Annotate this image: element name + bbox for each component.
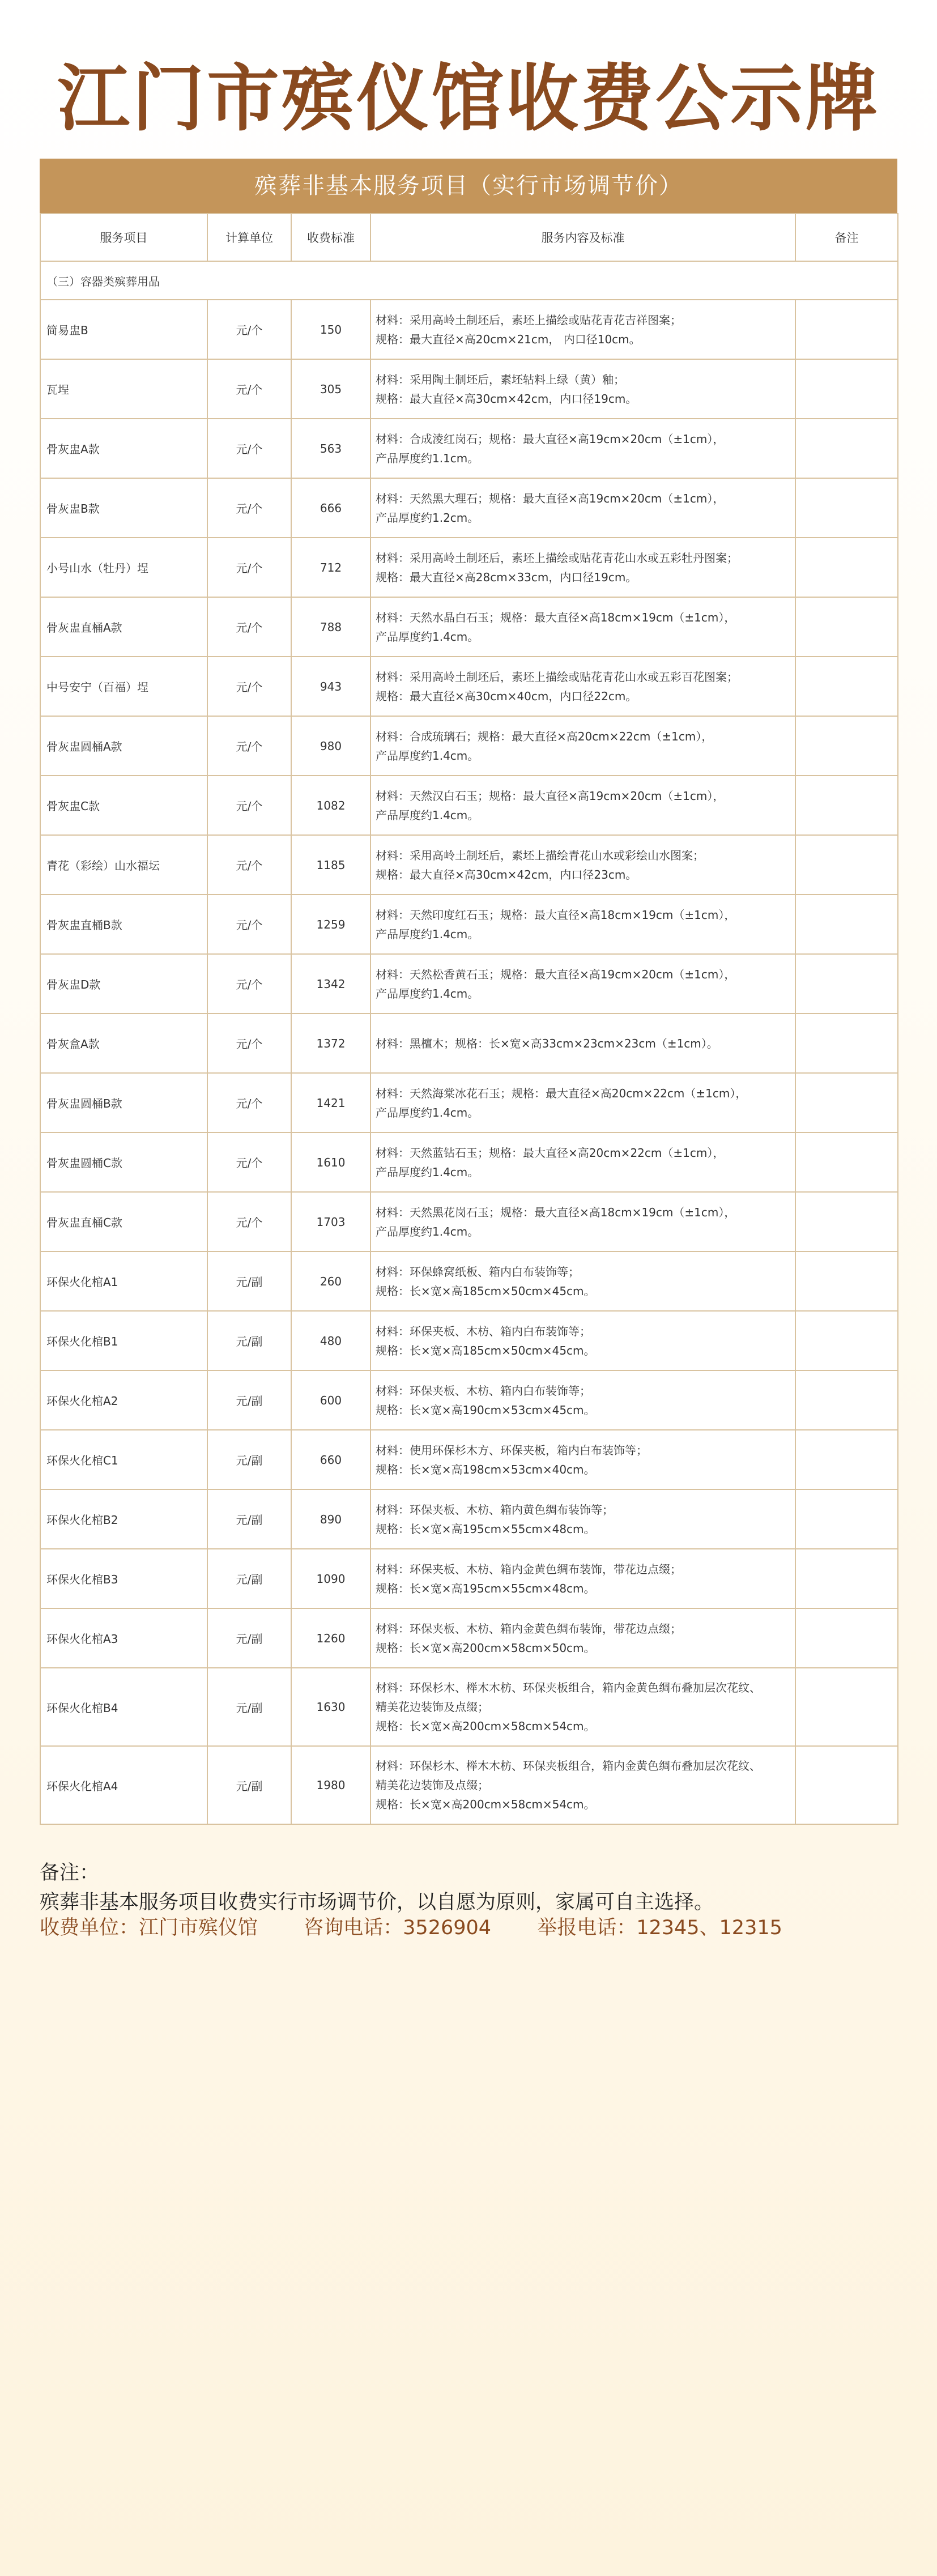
remark-cell bbox=[795, 1014, 898, 1073]
remark-cell bbox=[795, 716, 898, 776]
header-unit: 计算单位 bbox=[207, 214, 291, 261]
service-item-cell: 骨灰盅直桶A款 bbox=[40, 597, 207, 657]
content-standard-cell bbox=[370, 657, 795, 716]
content-standard-line: 规格：长×宽×高195cm×55cm×48cm。 bbox=[376, 1581, 595, 1595]
content-standard-line: 产品厚度约1.4cm。 bbox=[376, 927, 479, 941]
table-row bbox=[40, 1132, 898, 1192]
table-banner: 殡葬非基本服务项目（实行市场调节价） bbox=[40, 159, 897, 213]
content-standard-cell bbox=[370, 419, 795, 478]
header-remark: 备注 bbox=[795, 214, 898, 261]
unit-cell: 元/副 bbox=[207, 1746, 291, 1824]
table-row bbox=[40, 1370, 898, 1430]
content-standard-cell bbox=[370, 776, 795, 835]
content-standard-line: 材料：天然海棠冰花石玉；规格：最大直径×高20cm×22cm（±1cm）， bbox=[376, 1086, 747, 1100]
service-item-cell: 骨灰盅圆桶A款 bbox=[40, 716, 207, 776]
remark-cell bbox=[795, 1430, 898, 1489]
service-item-cell: 环保火化棺B1 bbox=[40, 1311, 207, 1370]
unit-cell: 元/个 bbox=[207, 1073, 291, 1132]
content-standard-line: 产品厚度约1.4cm。 bbox=[376, 1105, 479, 1119]
price-cell: 1185 bbox=[291, 835, 370, 895]
remark-cell bbox=[795, 895, 898, 954]
service-item-cell: 中号安宁（百福）埕 bbox=[40, 657, 207, 716]
content-standard-line: 产品厚度约1.2cm。 bbox=[376, 510, 479, 525]
service-item-cell: 骨灰盅圆桶B款 bbox=[40, 1073, 207, 1132]
remark-cell bbox=[795, 359, 898, 419]
remark-cell bbox=[795, 1668, 898, 1746]
remark-cell bbox=[795, 597, 898, 657]
service-item-cell: 骨灰盅直桶C款 bbox=[40, 1192, 207, 1251]
section-label: （三）容器类殡葬用品 bbox=[40, 261, 898, 300]
page-title: 江门市殡仪馆收费公示牌 bbox=[57, 57, 880, 141]
content-standard-cell bbox=[370, 300, 795, 359]
price-cell: 1610 bbox=[291, 1132, 370, 1192]
content-standard-line: 规格：长×宽×高200cm×58cm×54cm。 bbox=[376, 1719, 595, 1733]
service-item-cell: 骨灰盒A款 bbox=[40, 1014, 207, 1073]
table-row bbox=[40, 1014, 898, 1073]
content-standard-line: 材料：环保杉木、榉木木枋、环保夹板组合，箱内金黄色绸布叠加层次花纹、 bbox=[376, 1759, 761, 1773]
content-standard-line: 产品厚度约1.4cm。 bbox=[376, 629, 479, 644]
service-item-cell: 环保火化棺B3 bbox=[40, 1549, 207, 1608]
remark-cell bbox=[795, 954, 898, 1014]
price-cell: 890 bbox=[291, 1489, 370, 1549]
content-standard-line: 材料：天然蓝钻石玉；规格：最大直径×高20cm×22cm（±1cm）， bbox=[376, 1146, 725, 1160]
table-row bbox=[40, 1192, 898, 1251]
service-item-cell: 骨灰盅圆桶C款 bbox=[40, 1132, 207, 1192]
content-standard-line: 产品厚度约1.4cm。 bbox=[376, 808, 479, 822]
content-standard-line: 材料：使用环保杉木方、环保夹板，箱内白布装饰等； bbox=[376, 1443, 648, 1457]
content-standard-line: 材料：采用高岭土制坯后，素坯上描绘或贴花青花山水或五彩牡丹图案； bbox=[376, 551, 738, 565]
price-cell: 1260 bbox=[291, 1608, 370, 1668]
remark-cell bbox=[795, 538, 898, 597]
table-row bbox=[40, 1073, 898, 1132]
unit-cell: 元/副 bbox=[207, 1608, 291, 1668]
remark-cell bbox=[795, 1251, 898, 1311]
unit-cell: 元/个 bbox=[207, 478, 291, 538]
table-row bbox=[40, 1430, 898, 1489]
remark-cell bbox=[795, 1608, 898, 1668]
content-standard-cell bbox=[370, 597, 795, 657]
unit-cell: 元/个 bbox=[207, 1014, 291, 1073]
fee-table bbox=[40, 213, 898, 1825]
content-standard-line: 材料：黑檀木；规格：长×宽×高33cm×23cm×23cm（±1cm）。 bbox=[376, 1036, 718, 1050]
content-standard-line: 材料：天然黑花岗石玉；规格：最大直径×高18cm×19cm（±1cm）， bbox=[376, 1205, 736, 1219]
content-standard-line: 规格：最大直径×高30cm×40cm，内口径22cm。 bbox=[376, 689, 637, 703]
content-standard-cell bbox=[370, 478, 795, 538]
content-standard-line: 材料：天然黑大理石；规格：最大直径×高19cm×20cm（±1cm）， bbox=[376, 491, 725, 505]
remark-cell bbox=[795, 776, 898, 835]
content-standard-line: 材料：合成琉璃石；规格：最大直径×高20cm×22cm（±1cm）， bbox=[376, 729, 713, 743]
price-cell: 1259 bbox=[291, 895, 370, 954]
content-standard-line: 精美花边装饰及点缀； bbox=[376, 1700, 489, 1714]
unit-cell: 元/个 bbox=[207, 954, 291, 1014]
content-standard-line: 规格：长×宽×高200cm×58cm×54cm。 bbox=[376, 1798, 595, 1811]
service-item-cell: 骨灰盅C款 bbox=[40, 776, 207, 835]
unit-cell: 元/副 bbox=[207, 1668, 291, 1746]
content-standard-line: 材料：天然印度红石玉；规格：最大直径×高18cm×19cm（±1cm）， bbox=[376, 908, 736, 922]
content-standard-line: 精美花边装饰及点缀； bbox=[376, 1778, 489, 1792]
content-standard-line: 材料：采用高岭土制坯后，素坯上描绘或贴花青花吉祥图案； bbox=[376, 313, 682, 327]
header-service-item: 服务项目 bbox=[40, 214, 207, 261]
remark-cell bbox=[795, 1549, 898, 1608]
content-standard-line: 材料：合成淩红岗石；规格：最大直径×高19cm×20cm（±1cm）， bbox=[376, 432, 725, 446]
unit-cell: 元/个 bbox=[207, 419, 291, 478]
charging-unit: 收费单位：江门市殡仪馆 bbox=[40, 1917, 258, 1939]
table-row bbox=[40, 1311, 898, 1370]
unit-cell: 元/个 bbox=[207, 776, 291, 835]
content-standard-cell bbox=[370, 1549, 795, 1608]
price-cell: 1630 bbox=[291, 1668, 370, 1746]
service-item-cell: 瓦埕 bbox=[40, 359, 207, 419]
header-content-standard: 服务内容及标准 bbox=[370, 214, 795, 261]
content-standard-cell bbox=[370, 1251, 795, 1311]
content-standard-line: 产品厚度约1.4cm。 bbox=[376, 1224, 479, 1238]
content-standard-line: 材料：天然水晶白石玉；规格：最大直径×高18cm×19cm（±1cm）， bbox=[376, 610, 736, 624]
content-standard-cell bbox=[370, 954, 795, 1014]
remark-cell bbox=[795, 835, 898, 895]
header-price: 收费标准 bbox=[291, 214, 370, 261]
content-standard-line: 规格：最大直径×高28cm×33cm，内口径19cm。 bbox=[376, 570, 637, 584]
content-standard-cell bbox=[370, 1311, 795, 1370]
price-cell: 1703 bbox=[291, 1192, 370, 1251]
content-standard-cell bbox=[370, 716, 795, 776]
content-standard-cell bbox=[370, 1132, 795, 1192]
remark-cell bbox=[795, 419, 898, 478]
price-cell: 1980 bbox=[291, 1746, 370, 1824]
price-cell: 788 bbox=[291, 597, 370, 657]
price-cell: 600 bbox=[291, 1370, 370, 1430]
content-standard-line: 规格：最大直径×高30cm×42cm，内口径19cm。 bbox=[376, 391, 637, 406]
table-header-row bbox=[40, 214, 898, 261]
content-standard-line: 材料：天然松香黄石玉；规格：最大直径×高19cm×20cm（±1cm）， bbox=[376, 967, 736, 981]
unit-cell: 元/副 bbox=[207, 1489, 291, 1549]
content-standard-line: 规格：长×宽×高195cm×55cm×48cm。 bbox=[376, 1522, 595, 1536]
content-standard-cell bbox=[370, 359, 795, 419]
price-cell: 1090 bbox=[291, 1549, 370, 1608]
service-item-cell: 环保火化棺A1 bbox=[40, 1251, 207, 1311]
service-item-cell: 骨灰盅A款 bbox=[40, 419, 207, 478]
table-row bbox=[40, 538, 898, 597]
unit-cell: 元/个 bbox=[207, 359, 291, 419]
unit-cell: 元/副 bbox=[207, 1311, 291, 1370]
table-row bbox=[40, 419, 898, 478]
service-item-cell: 骨灰盅D款 bbox=[40, 954, 207, 1014]
remark-cell bbox=[795, 300, 898, 359]
service-item-cell: 环保火化棺C1 bbox=[40, 1430, 207, 1489]
notes-text: 殡葬非基本服务项目收费实行市场调节价，以自愿为原则，家属可自主选择。 bbox=[40, 1891, 714, 1914]
table-row bbox=[40, 657, 898, 716]
service-item-cell: 骨灰盅B款 bbox=[40, 478, 207, 538]
unit-cell: 元/个 bbox=[207, 1132, 291, 1192]
table-row bbox=[40, 954, 898, 1014]
unit-cell: 元/个 bbox=[207, 538, 291, 597]
report-phone: 举报电话：12345、12315 bbox=[537, 1917, 782, 1939]
content-standard-cell bbox=[370, 895, 795, 954]
price-cell: 660 bbox=[291, 1430, 370, 1489]
price-cell: 150 bbox=[291, 300, 370, 359]
service-item-cell: 环保火化棺B4 bbox=[40, 1668, 207, 1746]
content-standard-line: 材料：采用高岭土制坯后，素坯上描绘或贴花青花山水或五彩百花图案； bbox=[376, 670, 738, 684]
remark-cell bbox=[795, 1370, 898, 1430]
content-standard-cell bbox=[370, 1668, 795, 1746]
table-row bbox=[40, 716, 898, 776]
notes bbox=[40, 1858, 897, 1917]
content-standard-cell bbox=[370, 1746, 795, 1824]
content-standard-cell bbox=[370, 835, 795, 895]
content-standard-cell bbox=[370, 1430, 795, 1489]
content-standard-cell bbox=[370, 1014, 795, 1073]
content-standard-cell bbox=[370, 1370, 795, 1430]
price-cell: 1421 bbox=[291, 1073, 370, 1132]
content-standard-line: 产品厚度约1.1cm。 bbox=[376, 451, 479, 465]
service-item-cell: 骨灰盅直桶B款 bbox=[40, 895, 207, 954]
section-row bbox=[40, 261, 898, 300]
service-item-cell: 小号山水（牡丹）埕 bbox=[40, 538, 207, 597]
unit-cell: 元/副 bbox=[207, 1370, 291, 1430]
contact-info bbox=[40, 1912, 897, 1940]
service-item-cell: 环保火化棺A3 bbox=[40, 1608, 207, 1668]
unit-cell: 元/个 bbox=[207, 835, 291, 895]
content-standard-line: 材料：采用高岭土制坯后，素坯上描绘青花山水或彩绘山水图案； bbox=[376, 848, 704, 862]
content-standard-line: 规格：最大直径×高20cm×21cm， 内口径10cm。 bbox=[376, 332, 641, 346]
table-row bbox=[40, 1549, 898, 1608]
unit-cell: 元/副 bbox=[207, 1251, 291, 1311]
price-cell: 1372 bbox=[291, 1014, 370, 1073]
content-standard-line: 材料：环保夹板、木枋、箱内黄色绸布装饰等； bbox=[376, 1502, 614, 1517]
price-cell: 712 bbox=[291, 538, 370, 597]
table-row bbox=[40, 478, 898, 538]
service-item-cell: 环保火化棺A2 bbox=[40, 1370, 207, 1430]
remark-cell bbox=[795, 1746, 898, 1824]
table-row bbox=[40, 1746, 898, 1824]
unit-cell: 元/副 bbox=[207, 1549, 291, 1608]
service-item-cell: 简易盅B bbox=[40, 300, 207, 359]
content-standard-line: 材料：环保蜂窝纸板、箱内白布装饰等； bbox=[376, 1264, 580, 1279]
content-standard-line: 材料：环保杉木、榉木木枋、环保夹板组合，箱内金黄色绸布叠加层次花纹、 bbox=[376, 1681, 761, 1694]
content-standard-cell bbox=[370, 1489, 795, 1549]
content-standard-line: 规格：长×宽×高185cm×50cm×45cm。 bbox=[376, 1343, 595, 1357]
remark-cell bbox=[795, 1192, 898, 1251]
content-standard-line: 产品厚度约1.4cm。 bbox=[376, 1165, 479, 1179]
table-row bbox=[40, 895, 898, 954]
content-standard-line: 产品厚度约1.4cm。 bbox=[376, 986, 479, 1000]
service-item-cell: 环保火化棺A4 bbox=[40, 1746, 207, 1824]
remark-cell bbox=[795, 1489, 898, 1549]
price-cell: 480 bbox=[291, 1311, 370, 1370]
fee-board bbox=[40, 159, 897, 1825]
content-standard-line: 材料：环保夹板、木枋、箱内金黄色绸布装饰，带花边点缀； bbox=[376, 1562, 682, 1576]
content-standard-line: 材料：采用陶土制坯后，素坯轱料上绿（黄）釉； bbox=[376, 372, 625, 386]
content-standard-line: 规格：长×宽×高198cm×53cm×40cm。 bbox=[376, 1462, 595, 1476]
table-row bbox=[40, 1668, 898, 1746]
price-cell: 563 bbox=[291, 419, 370, 478]
price-cell: 980 bbox=[291, 716, 370, 776]
content-standard-cell bbox=[370, 1192, 795, 1251]
table-row bbox=[40, 597, 898, 657]
unit-cell: 元/个 bbox=[207, 597, 291, 657]
table-row bbox=[40, 1489, 898, 1549]
price-cell: 943 bbox=[291, 657, 370, 716]
price-cell: 1082 bbox=[291, 776, 370, 835]
content-standard-line: 规格：长×宽×高190cm×53cm×45cm。 bbox=[376, 1403, 595, 1417]
remark-cell bbox=[795, 657, 898, 716]
content-standard-line: 材料：环保夹板、木枋、箱内白布装饰等； bbox=[376, 1383, 591, 1398]
remark-cell bbox=[795, 1311, 898, 1370]
unit-cell: 元/个 bbox=[207, 657, 291, 716]
content-standard-cell bbox=[370, 1073, 795, 1132]
content-standard-cell bbox=[370, 538, 795, 597]
content-standard-line: 材料：环保夹板、木枋、箱内白布装饰等； bbox=[376, 1324, 591, 1338]
price-cell: 1342 bbox=[291, 954, 370, 1014]
content-standard-line: 材料：天然汉白石玉；规格：最大直径×高19cm×20cm（±1cm）， bbox=[376, 789, 725, 803]
price-cell: 305 bbox=[291, 359, 370, 419]
remark-cell bbox=[795, 478, 898, 538]
price-cell: 260 bbox=[291, 1251, 370, 1311]
content-standard-cell bbox=[370, 1608, 795, 1668]
remark-cell bbox=[795, 1073, 898, 1132]
inquiry-phone: 咨询电话：3526904 bbox=[304, 1917, 492, 1939]
table-row bbox=[40, 776, 898, 835]
service-item-cell: 环保火化棺B2 bbox=[40, 1489, 207, 1549]
unit-cell: 元/个 bbox=[207, 1192, 291, 1251]
notes-label: 备注： bbox=[40, 1862, 100, 1884]
content-standard-line: 规格：最大直径×高30cm×42cm，内口径23cm。 bbox=[376, 867, 637, 882]
content-standard-line: 规格：长×宽×高200cm×58cm×50cm。 bbox=[376, 1641, 595, 1655]
remark-cell bbox=[795, 1132, 898, 1192]
unit-cell: 元/个 bbox=[207, 716, 291, 776]
content-standard-line: 产品厚度约1.4cm。 bbox=[376, 748, 479, 763]
price-cell: 666 bbox=[291, 478, 370, 538]
service-item-cell: 青花（彩绘）山水福坛 bbox=[40, 835, 207, 895]
content-standard-line: 规格：长×宽×高185cm×50cm×45cm。 bbox=[376, 1284, 595, 1298]
table-row bbox=[40, 835, 898, 895]
table-row bbox=[40, 1251, 898, 1311]
content-standard-line: 材料：环保夹板、木枋、箱内金黄色绸布装饰，带花边点缀； bbox=[376, 1621, 682, 1636]
table-row bbox=[40, 1608, 898, 1668]
unit-cell: 元/个 bbox=[207, 300, 291, 359]
table-row bbox=[40, 300, 898, 359]
table-row bbox=[40, 359, 898, 419]
unit-cell: 元/副 bbox=[207, 1430, 291, 1489]
unit-cell: 元/个 bbox=[207, 895, 291, 954]
